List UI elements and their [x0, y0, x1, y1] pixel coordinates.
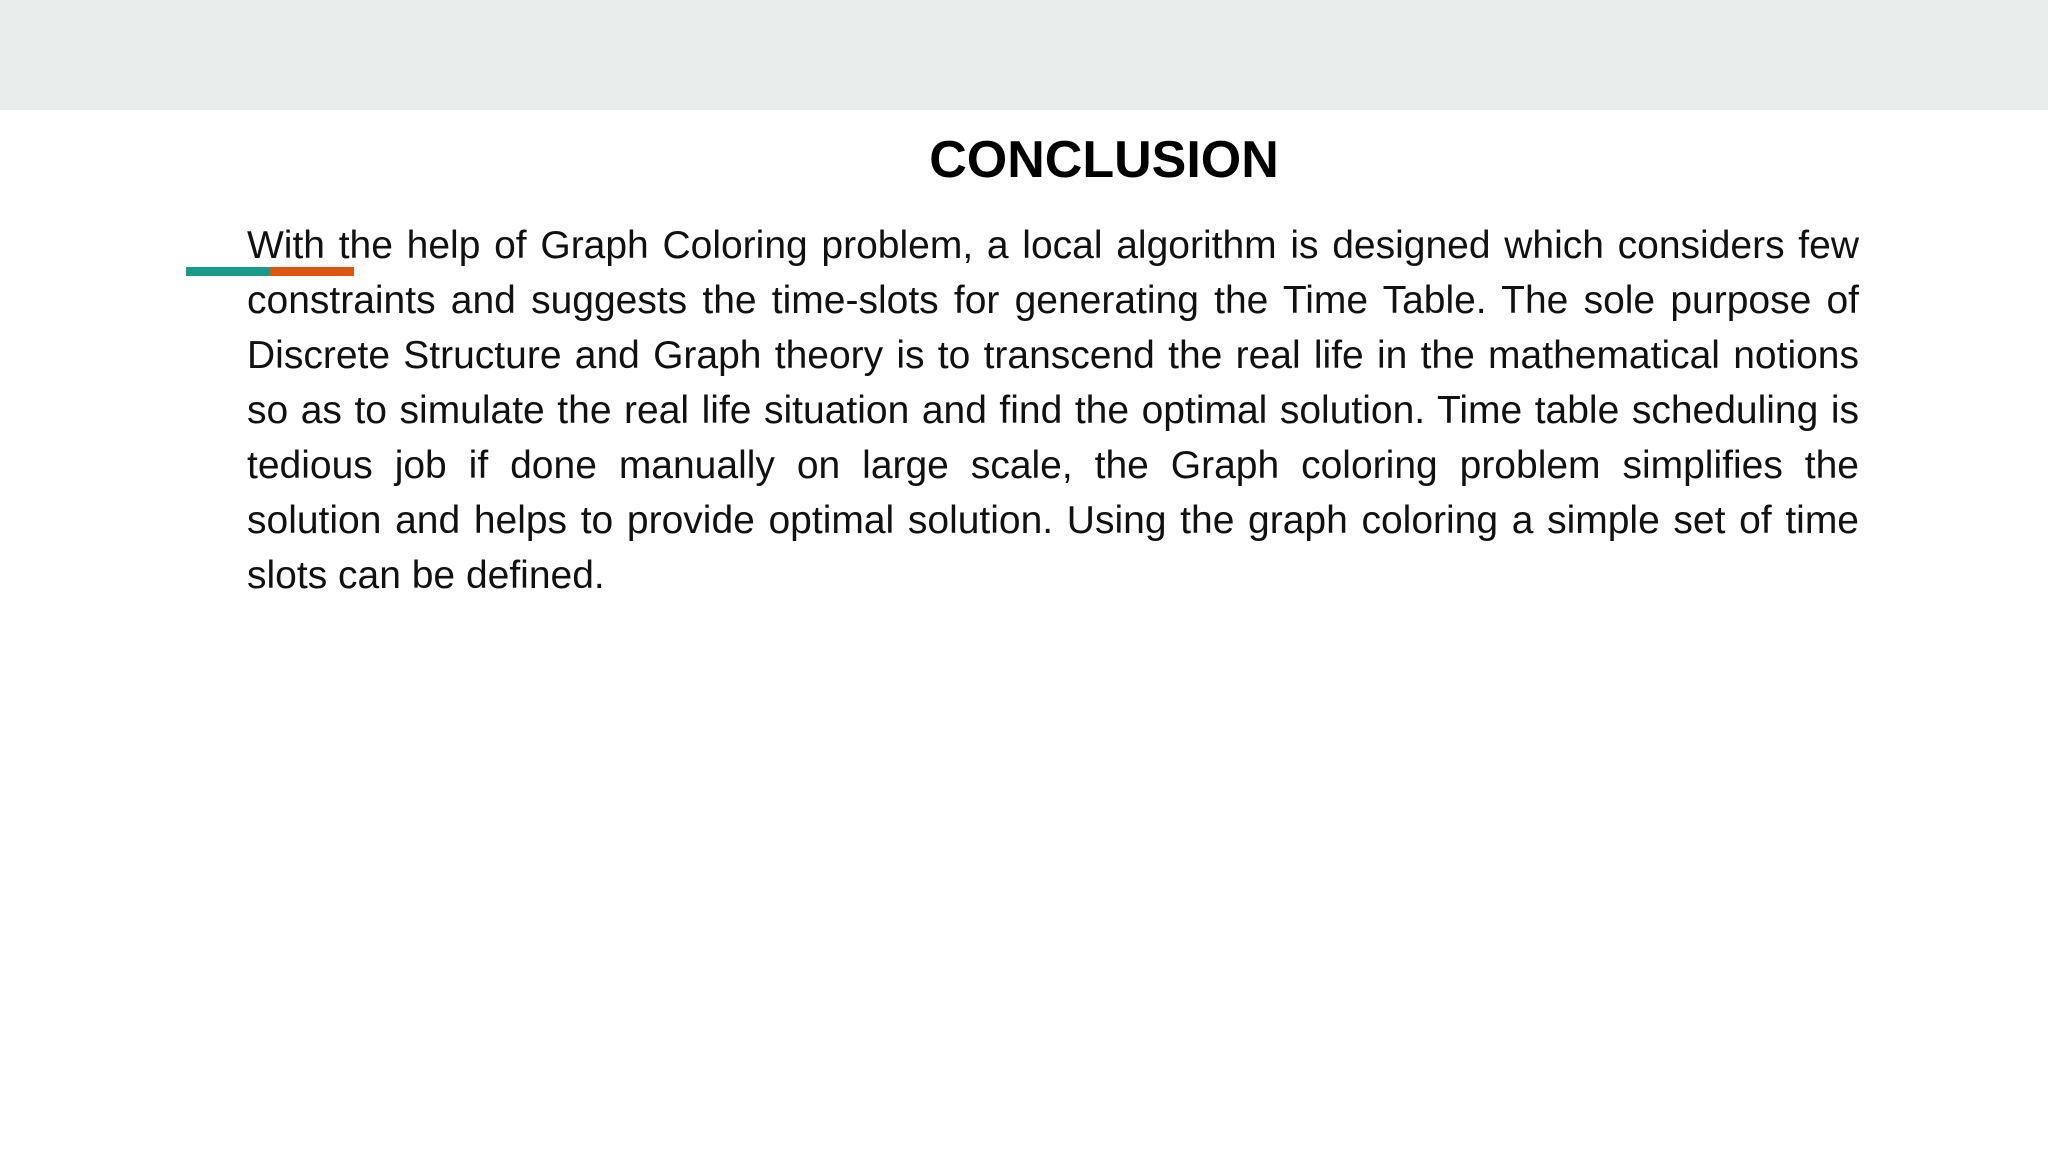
conclusion-paragraph: With the help of Graph Coloring problem, a local algorithm is designed which considers few constraints and suggests the time-slots for generating the Time Table. The sole purpose of Discrete Structure and Graph theory is to transcend the real life in the mathematical notions so as to simulate the real life situation and find the optimal solution. Time table scheduling is tedious job if done manually on large scale, the Graph coloring problem simplifies the solution and helps to provide optimal solution. Using the graph coloring a simple set of time slots can be defined.: [247, 224, 1859, 597]
header-band: [0, 0, 2048, 110]
slide-title: CONCLUSION: [929, 131, 1279, 189]
